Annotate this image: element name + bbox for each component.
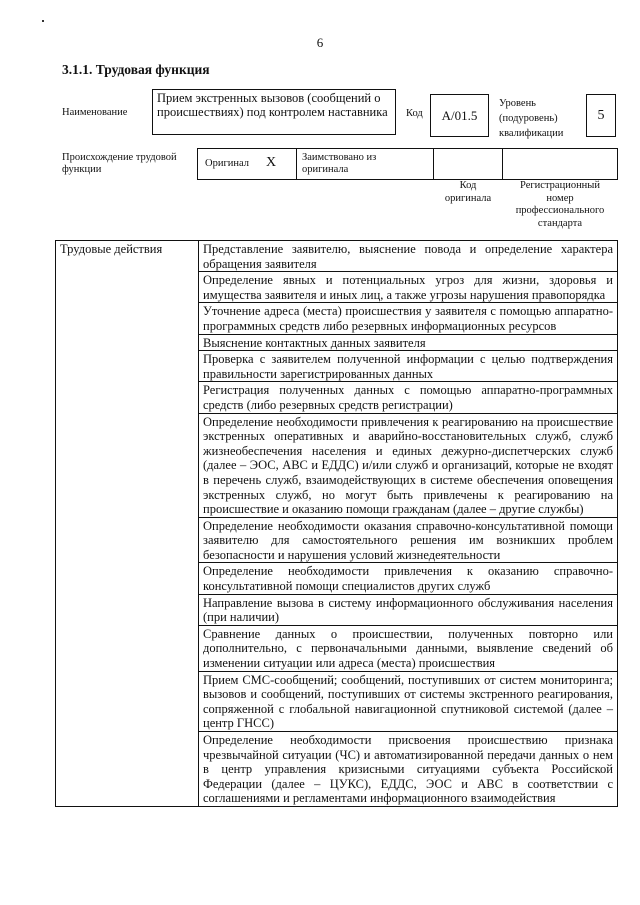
action-cell: Определение необходимости привлечения к реагированию на происшествие экстренных оперативных и аварийно-восстановительных служб, служб жизнеобеспечения населения и единых дежурно-диспетчерских служб (далее – ЭОС, АВС и ЕДДС) и/или служб и организаций, которые не входят в перечень служб, взаимодействующих в системе обеспечения оповещения экстренных служб, но могут быть привлечены к реагированию на происшествие и оказанию помощи гражданам (далее – другие службы) — [199, 413, 618, 517]
scan-mark — [42, 20, 44, 22]
action-cell: Регистрация полученных данных с помощью аппаратно-программных средств (либо резервных средств регистрации) — [199, 382, 618, 413]
origin-original-cell — [197, 148, 297, 180]
action-cell: Сравнение данных о происшествии, полученных повторно или дополнительно, с первоначальными данными, выявление сведений об изменении ситуации или адреса (места) происшествия — [199, 625, 618, 671]
table-row — [56, 241, 618, 272]
action-cell: Уточнение адреса (места) происшествия у заявителя с помощью аппаратно-программных средств либо резервных информационных ресурсов — [199, 303, 618, 334]
origin-code-cell — [433, 148, 503, 180]
origin-reg-cell — [502, 148, 618, 180]
action-cell: Определение явных и потенциальных угроз для жизни, здоровья и имущества заявителя и иных лиц, а также угрозы нарушения правопорядка — [199, 272, 618, 303]
original-mark: X — [266, 155, 277, 170]
code-caption: Код оригинала — [444, 180, 492, 204]
action-cell: Определение необходимости привлечения к оказанию справочно-консультативной помощи специалистов других служб — [199, 563, 618, 594]
level-value: 5 — [586, 94, 616, 137]
level-label: Уровень (подуровень) квалификации — [499, 98, 564, 139]
labor-actions-label: Трудовые действия — [56, 241, 199, 807]
code-label: Код — [406, 108, 423, 119]
action-cell: Представление заявителю, выяснение повода и определение характера обращения заявителя — [199, 241, 618, 272]
original-label: Оригинал — [205, 158, 249, 169]
action-cell: Направление вызова в систему информационного обслуживания населения (при наличии) — [199, 594, 618, 625]
name-label: Наименование — [62, 107, 128, 118]
name-value: Прием экстренных вызовов (сообщений о происшествиях) под контролем наставника — [152, 89, 396, 135]
origin-borrowed-cell — [296, 148, 434, 180]
action-cell: Выяснение контактных данных заявителя — [199, 334, 618, 351]
action-cell: Прием СМС-сообщений; сообщений, поступивших от систем мониторинга; вызовов и сообщений, поступивших от системы экстренного реагирования, сопряженной с глобальной навигационной спутниковой системой (далее – центр ГНСС) — [199, 671, 618, 731]
page-number: 6 — [316, 35, 324, 50]
section-heading: 3.1.1. Трудовая функция — [62, 62, 210, 77]
borrowed-label: Заимствовано из оригинала — [302, 152, 377, 175]
action-cell: Проверка с заявителем полученной информации с целью подтверждения правильности зарегистрированных данных — [199, 351, 618, 382]
code-value: A/01.5 — [430, 94, 489, 137]
action-cell: Определение необходимости присвоения происшествию признака чрезвычайной ситуации (ЧС) и автоматизированной передачи данных о нем в центр управления кризисными ситуациями субъекта Российской Федерации (далее – ЦУКС), ЕДДС, ЭОС и АВС в соответствии с соглашениями и регламентами информационного взаимодействия — [199, 732, 618, 807]
origin-label: Происхождение трудовой функции — [62, 152, 177, 175]
labor-actions-table — [55, 240, 618, 807]
action-cell: Определение необходимости оказания справочно-консультативной помощи заявителю для самостоятельного решения им возникших проблем безопасности и нарушения условий жизнедеятельности — [199, 517, 618, 563]
reg-caption: Регистрационный номер профессионального стандарта — [515, 180, 605, 229]
